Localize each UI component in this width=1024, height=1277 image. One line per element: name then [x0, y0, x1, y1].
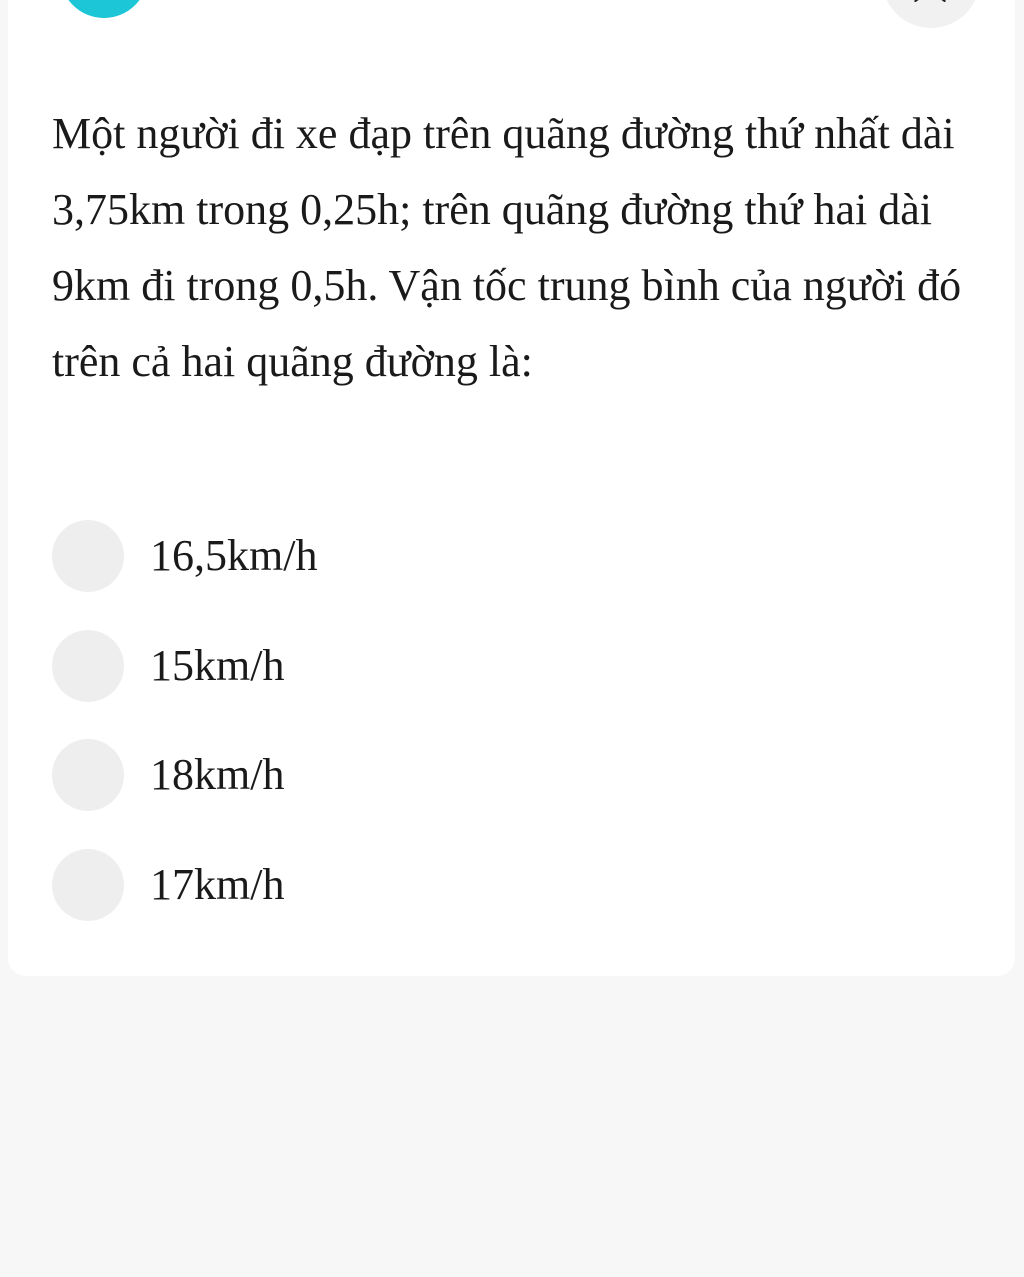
radio-button[interactable]: [52, 739, 124, 811]
answer-option[interactable]: [52, 630, 317, 702]
answer-options: [52, 520, 317, 958]
answer-option[interactable]: [52, 739, 317, 811]
answer-option-label: 17km/h: [150, 859, 285, 909]
answer-option[interactable]: [52, 849, 317, 921]
radio-button[interactable]: [52, 630, 124, 702]
answer-option-label: 15km/h: [150, 640, 285, 690]
answer-option[interactable]: [52, 520, 317, 592]
question-number-badge: [60, 0, 148, 18]
answer-option-label: 18km/h: [150, 750, 285, 799]
bookmark-button[interactable]: [882, 0, 980, 28]
radio-button[interactable]: [52, 520, 124, 592]
answer-option-label: 16,5km/h: [150, 531, 318, 580]
bookmark-icon: [913, 0, 949, 2]
question-text: Một người đi xe đạp trên quãng đường thứ nhất dài 3,75km trong 0,25h; trên quãng đường thứ hai dài 9km đi trong 0,5h. Vận tốc trung bình của người đó trên cả hai quãng đường là:: [52, 109, 962, 386]
radio-button[interactable]: [52, 849, 124, 921]
